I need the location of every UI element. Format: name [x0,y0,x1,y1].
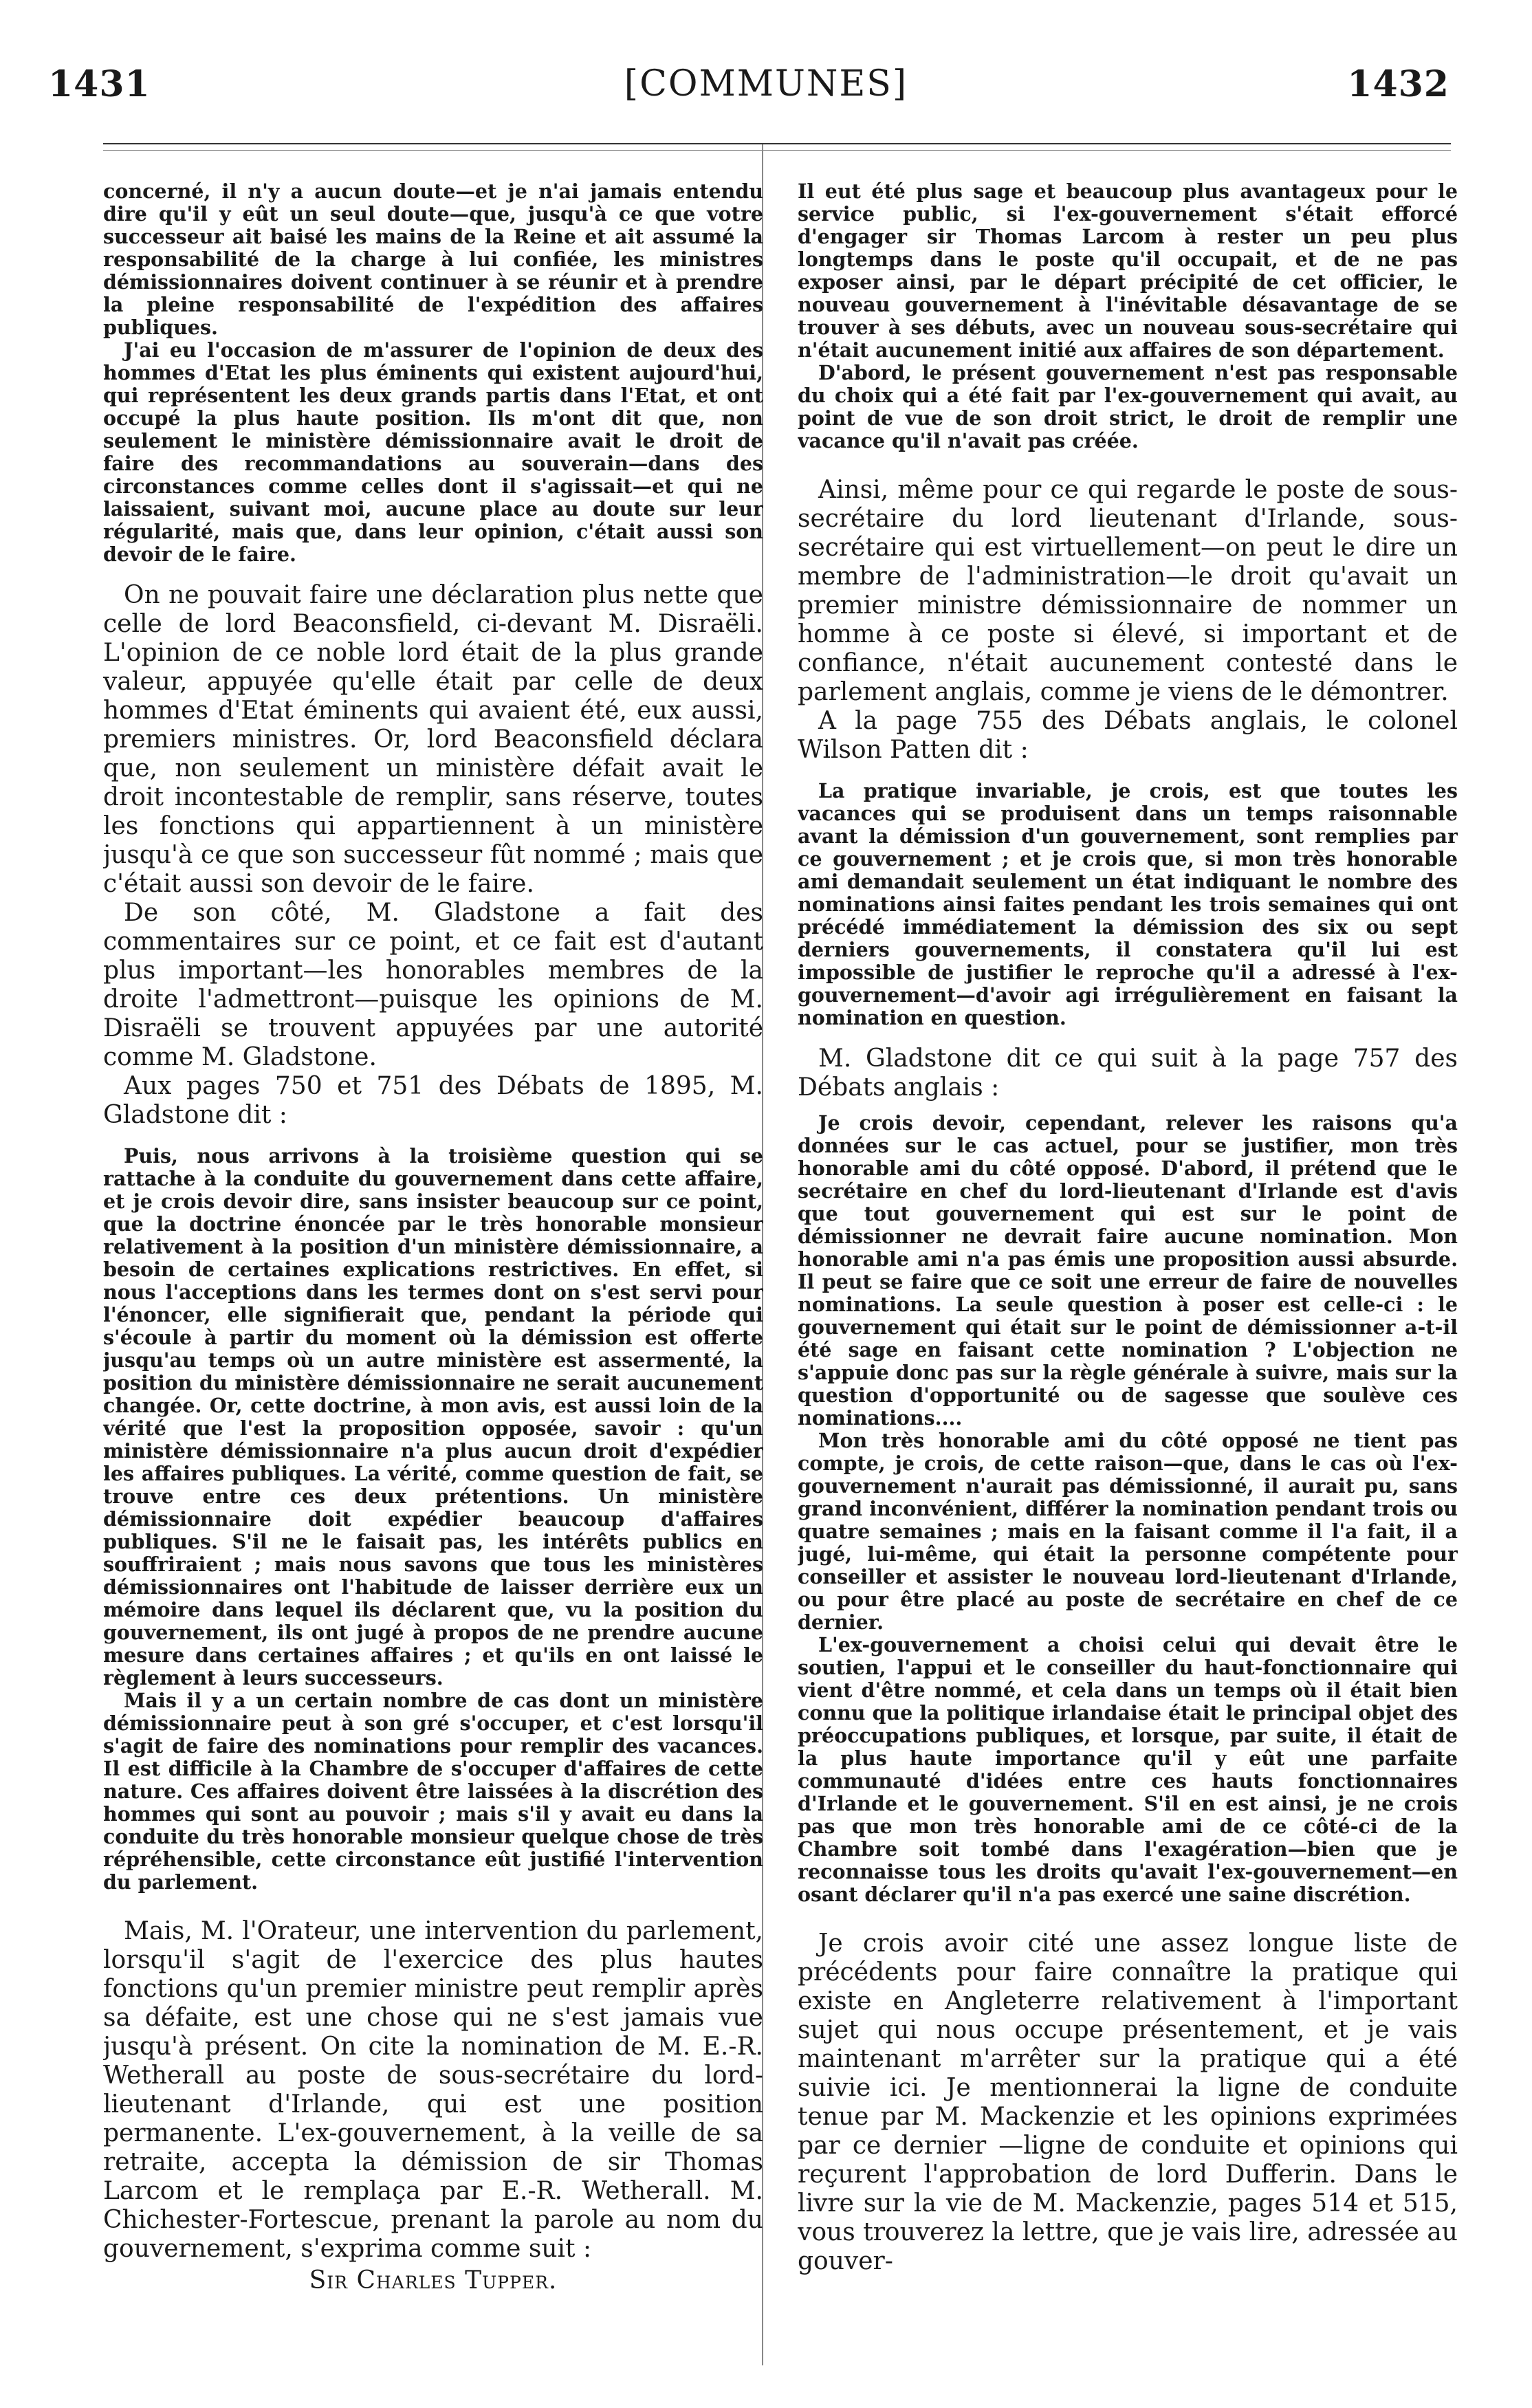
paragraph: Aux pages 750 et 751 des Débats de 1895, M. Gladstone dit : [103,1072,763,1129]
paragraph: Il eut été plus sage et beaucoup plus avantageux pour le service public, si l'ex-gouvernement s'était efforcé d'engager sir Thomas Larcom à rester un peu plus longtemps dans le poste qu'il occupait, et de ne pas exposer ainsi, par le départ précipité de cet officier, le nouveau gouvernement à l'inévitable désavantage de se trouver à ses débuts, avec un nouveau sous-secrétaire qui n'était aucunement initié aux affaires de son département. [798,180,1458,362]
speech-block [798,476,1458,765]
paragraph: M. Gladstone dit ce qui suit à la page 757 des Débats anglais : [798,1044,1458,1102]
speaker-signature: Sir Charles Tupper. [309,2266,558,2295]
paragraph: J'ai eu l'occasion de m'assurer de l'opinion de deux des hommes d'Etat les plus éminents qui existent aujourd'hui, qui représentent les deux grands partis dans l'Etat, et ont occupé la plus haute position. Ils m'ont dit que, non seulement le ministère démissionnaire avait le droit de faire des recommandations au souverain—dans des circonstances comme celles dont il s'agissait—et qui ne laissaient, suivant moi, aucune place au doute sur leur régularité, mais que, dans leur opinion, c'était aussi son devoir de le faire. [103,338,763,566]
paragraph: Mais, M. l'Orateur, une intervention du parlement, lorsqu'il s'agit de l'exercice des plus hautes fonctions qu'un premier ministre peut remplir après sa défaite, est une chose qui ne s'est jamais vue jusqu'à présent. On cite la nomination de M. E.-R. Wetherall au poste de sous-secrétaire du lord-lieutenant d'Irlande, qui est une position permanente. L'ex-gouvernement, à la veille de sa retraite, accepta la démission de sir Thomas Larcom et le remplaça par E.-R. Wetherall. M. Chichester-Fortescue, prenant la parole au nom du gouvernement, s'exprima comme suit : [103,1917,763,2263]
paragraph: On ne pouvait faire une déclaration plus nette que celle de lord Beaconsfield, ci-devant M. Disraëli. L'opinion de ce noble lord était de la plus grande valeur, appuyée qu'elle était par celle de deux hommes d'Etat éminents qui avaient été, eux aussi, premiers ministres. Or, lord Beaconsfield déclara que, non seulement un ministère défait avait le droit incontestable de remplir, sans réserve, toutes les fonctions qui appartiennent à un ministère jusqu'à ce que son successeur fût nommé ; mais que c'était aussi son devoir de le faire. [103,581,763,898]
running-head: [COMMUNES] [624,63,908,105]
paragraph: Mon très honorable ami du côté opposé ne tient pas compte, je crois, de cette raison—que, dans le cas où l'ex-gouvernement n'aurait pas démissionné, il aurait pu, sans grand inconvénient, différer la nomination pendant trois ou quatre semaines ; mais en la faisant comme il l'a fait, il a jugé, lui-même, qui était la personne compétente pour conseiller et assister le nouveau lord-lieutenant d'Irlande, ou pour être placé au poste de secrétaire en chef de ce dernier. [798,1429,1458,1634]
left-column [103,180,763,2367]
speech-block [103,581,763,1130]
page-number-right: 1432 [1347,63,1449,105]
paragraph: De son côté, M. Gladstone a fait des commentaires sur ce point, et ce fait est d'autant plus important—les honorables membres de la droite l'admettront—puisque les opinions de M. Disraëli se trouvent appuyées par une autorité comme M. Gladstone. [103,899,763,1071]
page-number-left: 1431 [48,63,151,105]
paragraph: A la page 755 des Débats anglais, le colonel Wilson Patten dit : [798,707,1458,764]
paragraph: concerné, il n'y a aucun doute—et je n'ai jamais entendu dire qu'il y eût un seul doute—que, jusqu'à ce que votre successeur ait baisé les mains de la Reine et ait assumé la responsabilité de la charge à lui confiée, les ministres démissionnaires doivent continuer à se réunir et à prendre la pleine responsabilité de l'expédition des affaires publiques. [103,180,763,339]
speech-block [798,1044,1458,1102]
paragraph: Je crois devoir, cependant, relever les raisons qu'a données sur le cas actuel, pour se justifier, mon très honorable ami du côté opposé. D'abord, il prétend que le secrétaire en chef du lord-lieutenant d'Irlande est d'avis que tout gouvernement qui est sur le point de démissionner ne devrait faire aucune nomination. Mon honorable ami n'a pas émis une proposition aussi absurde. Il peut se faire que ce soit une erreur de faire de nouvelles nominations. La seule question à poser est celle-ci : le gouvernement qui était sur le point de démissionner a-t-il été sage en faisant cette nomination ? L'objection ne s'appuie donc pas sur la règle générale à suivre, mais sur la question d'opportunité ou de sagesse que soulève ces nominations.... [798,1111,1458,1430]
paragraph: Mais il y a un certain nombre de cas dont un ministère démissionnaire peut à son gré s'occuper, et c'est lorsqu'il s'agit de faire des nominations pour remplir des vacances. Il est difficile à la Chambre de s'occuper d'affaires de cette nature. Ces affaires doivent être laissées à la discrétion des hommes qui sont au pouvoir ; mais s'il y avait eu dans la conduite du très honorable monsieur quelque chose de très répréhensible, cette circonstance eût justifié l'intervention du parlement. [103,1689,763,1894]
quote-block [798,1112,1458,1906]
header-rule-thin [103,150,1451,151]
quote-block [798,780,1458,1029]
paragraph: D'abord, le présent gouvernement n'est pas responsable du choix qui a été fait par l'ex-gouvernement qui avait, au point de vue de son droit strict, le droit de remplir une vacance qu'il n'avait pas créée. [798,361,1458,452]
speech-block [103,1917,763,2264]
quote-block [798,180,1458,452]
paragraph: L'ex-gouvernement a choisi celui qui devait être le soutien, l'appui et le conseiller du haut-fonctionnaire qui vient d'être nommé, et cela dans un temps où il était bien connu que la politique irlandaise était le principal objet des préoccupations publiques, et lorsque, par suite, il était de la plus haute importance qu'il y eût une parfaite communauté d'idées entre ces hauts fonctionnaires d'Irlande et le gouvernement. S'il en est ainsi, je ne crois pas que mon très honorable ami de ce côté-ci de la Chambre soit tombé dans l'exagération—bien que je reconnaisse tous les droits qu'avait l'ex-gouvernement—en osant déclarer qu'il n'a pas exercé une saine discrétion. [798,1633,1458,1906]
quote-block [103,180,763,566]
quote-block [103,1145,763,1894]
page-header [0,0,1532,138]
header-rule [103,143,1451,144]
paragraph: La pratique invariable, je crois, est que toutes les vacances qui se produisent dans un temps raisonnable avant la démission d'un gouvernement, sont remplies par ce gouvernement ; et je crois que, si mon très honorable ami demandait seulement un état indiquant le nombre des nominations ainsi faites pendant les trois semaines qui ont précédé immédiatement la démission des six ou sept derniers gouvernements, il constatera qu'il lui est impossible de justifier le reproche qu'il a adressé à l'ex-gouvernement—d'avoir agi irrégulièrement en faisant la nomination en question. [798,779,1458,1029]
paragraph: Ainsi, même pour ce qui regarde le poste de sous-secrétaire du lord lieutenant d'Irlande, sous-secrétaire qui est virtuellement—on peut le dire un membre de l'administration—le droit qu'avait un premier ministre démissionnaire de nommer un homme à ce poste si élevé, si important et de confiance, n'était aucunement contesté dans le parlement anglais, comme je viens de le démontrer. [798,476,1458,706]
speech-block [798,1929,1458,2276]
right-column [798,180,1458,2367]
paragraph: Je crois avoir cité une assez longue liste de précédents pour faire connaître la pratique qui existe en Angleterre relativement à l'important sujet qui nous occupe présentement, et je vais maintenant m'arrêter sur la pratique qui a été suivie ici. Je mentionnerai la ligne de conduite tenue par M. Mackenzie et les opinions exprimées par ce dernier —ligne de conduite et opinions qui reçurent l'approbation de lord Dufferin. Dans le livre sur la vie de M. Mackenzie, pages 514 et 515, vous trouverez la lettre, que je vais lire, adressée au gouver- [798,1929,1458,2275]
paragraph: Puis, nous arrivons à la troisième question qui se rattache à la conduite du gouvernement dans cette affaire, et je crois devoir dire, sans insister beaucoup sur ce point, que la doctrine énoncée par le très honorable monsieur relativement à la position d'un ministère démissionnaire, a besoin de certaines explications restrictives. En effet, si nous l'acceptions dans les termes dont on s'est servi pour l'énoncer, elle signifierait que, pendant la période qui s'écoule à partir du moment où la démission est offerte jusqu'au temps où un autre ministère est assermenté, la position du ministère démissionnaire ne serait aucunement changée. Or, cette doctrine, à mon avis, est aussi loin de la vérité que l'est la proposition opposée, savoir : qu'un ministère démissionnaire n'a plus aucun droit d'expédier les affaires publiques. La vérité, comme question de fait, se trouve entre ces deux prétentions. Un ministère démissionnaire doit expédier beaucoup d'affaires publiques. S'il ne le faisait pas, les intérêts publics en souffriraient ; mais nous savons que tous les ministères démissionnaires ont l'habitude de laisser derrière eux un mémoire dans lequel ils déclarent que, vu la position du gouvernement, ils ont jugé à propos de ne prendre aucune mesure dans certaines affaires ; et qu'ils en ont laissé le règlement à leurs successeurs. [103,1144,763,1689]
